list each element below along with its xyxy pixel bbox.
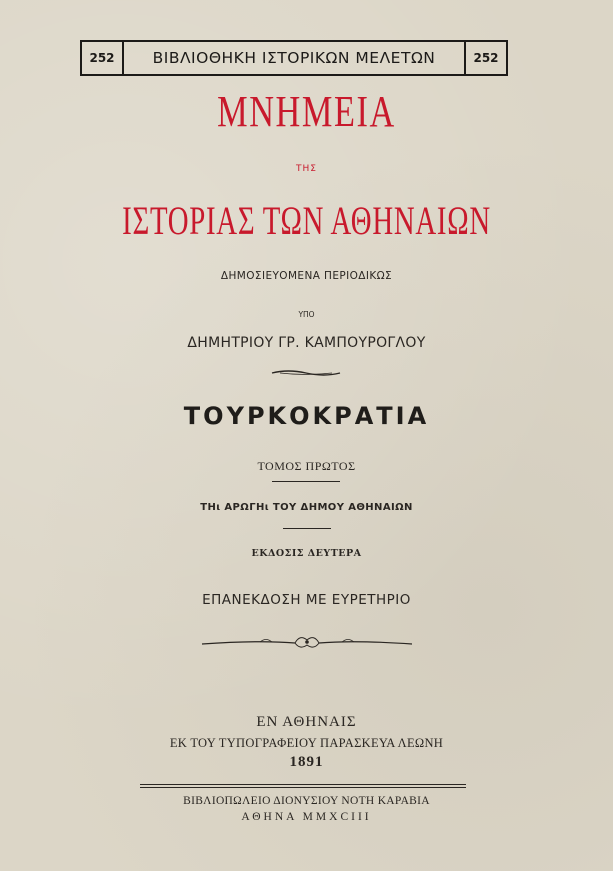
main-title: ΜΝΗΜΕΙΑ [217,87,396,136]
series-banner [80,40,508,76]
publisher-name: ΒΙΒΛΙΟΠΩΛΕΙΟ ΔΙΟΝΥΣΙΟΥ ΝΟΤΗ ΚΑΡΑΒΙΑ [183,795,430,807]
reedition-label: ΕΠΑΝΕΚΔΟΣΗ ΜΕ ΕΥΡΕΤΗΡΙΟ [202,592,411,608]
publisher-top-rule-2 [140,787,466,788]
series-number-right: 252 [464,42,506,74]
by-label: ΥΠΟ [298,310,315,319]
dedication: ΤΗι ΑΡΩΓΗι ΤΟΥ ΔΗΜΟΥ ΑΘΗΝΑΙΩΝ [200,502,413,513]
title-connector: ΤΗΣ [296,164,317,174]
imprint-place: ΕΝ ΑΘΗΝΑΙΣ [256,714,357,730]
imprint-printer: ΕΚ ΤΟΥ ΤΥΠΟΓΡΑΦΕΙΟΥ ΠΑΡΑΣΚΕΥΑ ΛΕΩΝΗ [169,736,444,750]
volume-rule [272,481,340,482]
imprint-year: 1891 [289,754,324,770]
small-flourish-ornament [270,368,342,378]
subtitle: ΙΣΤΟΡΙΑΣ ΤΩΝ ΑΘΗΝΑΙΩΝ [122,198,491,243]
publication-note: ΔΗΜΟΣΙΕΥΟΜΕΝΑ ΠΕΡΙΟΔΙΚΩΣ [220,270,393,282]
edition-label: ΕΚΔΟΣΙΣ ΔΕΥΤΕΡΑ [251,548,362,559]
work-title: ΤΟΥΡΚΟΚΡΑΤΙΑ [183,402,430,430]
dedication-rule [283,528,331,529]
volume-label: ΤΟΜΟΣ ΠΡΩΤΟΣ [257,459,356,473]
series-number-left: 252 [82,42,124,74]
publisher-city-year: ΑΘΗΝΑ ΜΜΧCΙΙΙ [241,811,372,823]
series-title: ΒΙΒΛΙΟΘΗΚΗ ΙΣΤΟΡΙΚΩΝ ΜΕΛΕΤΩΝ [152,49,436,67]
large-flourish-ornament [200,628,414,658]
publisher-top-rule [140,784,466,785]
author-name: ΔΗΜΗΤΡΙΟΥ ΓΡ. ΚΑΜΠΟΥΡΟΓΛΟΥ [187,335,426,351]
